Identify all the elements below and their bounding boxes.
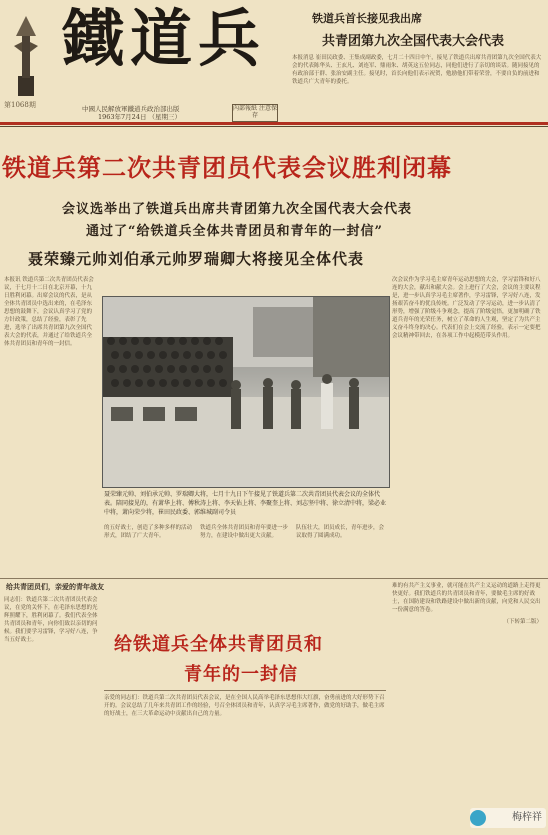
letter-headline-line-1: 给铁道兵全体共青团员和 (114, 634, 323, 655)
newspaper-title: 鐵道兵 (62, 2, 267, 75)
photo-caption: 聂荣臻元帅、刘伯承元帅、罗瑞卿大将，七月十九日下午接见了铁道兵第二次共青团员代表会议的全体代表。陪同接见的，有萧华上将、傅秋涛上将、李天佑上将、李聚奎上将、刘志坚中将、徐立清中将，梁必业中将，萧向荣少将，崔田民政委、郭维城副司令员 (104, 491, 387, 516)
group-photo (102, 296, 390, 488)
masthead-red-rule (0, 122, 548, 125)
left-article-column: 本报讯 铁道兵第二次共青团员代表会议，于七月十二日在北京开幕，十九日胜利闭幕。出席会议的代表，是从全体共青团员中选出来的，在毛泽东思想的鼓舞下，会议认真学习了党的方针政策，总结了经验，表彰了先进，选举了出席共青团第九次全国代表大会的代表，并通过了给铁道兵全体共青团员和青年的一封信。 (4, 277, 94, 347)
subheadline-3: 聂荣臻元帅刘伯承元帅罗瑞卿大将接见全体代表 (28, 250, 365, 268)
mid-article-column-1: 的五好战士，创造了多种多样的活动形式，团结了广大青年。 (104, 525, 193, 539)
publication-date: 1963年7月24日 （星期三） (98, 113, 182, 121)
letter-rule (104, 690, 386, 691)
letter-headline-line-2: 青年的一封信 (184, 664, 298, 685)
masthead (0, 0, 548, 121)
continued-note: （下转第二版） (503, 619, 542, 625)
bottom-right-article (392, 582, 542, 832)
watermark-label: 梅梓祥 (470, 808, 546, 828)
top-right-article-body: 本报消息 崔田民政委、王集成副政委，七月二十四日中午，接见了铁道兵出席共青团第九次全国代表大会的代表陈华头、王玄凡、刘连军、鼎雨朱、胡英这五位同志，同他们进行了亲切的谈话。随同接见的有政治部于群、张治安副主任。接见时，首长向他们表示祝贺，勉励他们带着荣誉，不要自负的前进和铁道兵广大青年的委托。 (292, 55, 542, 85)
issue-number: 第1068期 (4, 101, 36, 109)
subheadline-1: 会议选举出了铁道兵出席共青团第九次全国代表大会代表 (62, 202, 413, 217)
masthead-dark-rule (0, 126, 548, 127)
photo-illustration (103, 297, 389, 487)
watermark-icon (470, 810, 486, 826)
bottom-left-heading: 给共青团员们，亲爱的青年战友 (6, 582, 104, 591)
statue-icon (8, 6, 44, 98)
bottom-right-text: 难的有共产主义事业，就可能在共产主义运动的道路上走得更快更好。我们铁道兵的共青团员和青年，要做毛主席的好战士，在国防建设和铁路建设中做出新的贡献，向党和人民交出一份满意的答卷。 (392, 583, 541, 613)
bottom-left-article: 同志们：铁道兵第二次共青团员代表会议，在党的关怀下，在毛泽东思想的光辉照耀下，胜利闭幕了。我们代表全体共青团员和青年，向你们致以亲切的问候。我们要学习雷锋，学习好八连，争当五好战士。 (4, 597, 98, 643)
mid-article-column-2: 铁道兵全体共青团员和青年要进一步努力，在建设中做出更大贡献。 (200, 525, 289, 539)
section-divider (0, 578, 548, 579)
letter-body: 亲爱的同志们：铁道兵第二次共青团员代表会议，是在全国人民高举毛泽东思想伟大红旗，奋勇前进的大好形势下召开的。会议总结了几年来共青团工作的经验，号召全体团员和青年，认真学习毛主席著作，做党的好助手，做毛主席的好战士，在三大革命运动中贡献出自己的力量。 (104, 695, 385, 717)
internal-notice-box: 內部報紙 注意保存 (232, 104, 278, 122)
top-right-headline-1: 铁道兵首长接见我出席 (312, 12, 422, 25)
publisher-line: 中國人民解放軍鐵道兵政治部出版 (82, 105, 180, 113)
top-right-headline-2: 共青团第九次全国代表大会代表 (322, 34, 505, 49)
mid-article-column-3: 队伍壮大，团员成长，青年进步，会议取得了圆满成功。 (296, 525, 385, 539)
main-headline: 铁道兵第二次共青团员代表会议胜利闭幕 (2, 153, 452, 182)
subheadline-2: 通过了“给铁道兵全体共青团员和青年的一封信” (86, 224, 383, 239)
right-article-column: 次会议作为学习毛主席青年运动思想的大会，学习雷锋和好八连的大会，献出和献大会。会上进行了大会，会议的主要议程是，进一步认真学习毛主席著作，学习雷锋，学习好八连，发扬艰苦奋斗的优良传统。广泛发动了学习运动，进一步认清了形势，增强了阶级斗争观念，提高了阶级觉悟，更加明确了铁道兵青年的光荣任务，树立了革命的人生观，坚定了为共产主义奋斗终身的决心。代表们在会上交流了经验，表示一定要把会议精神带回去，在各项工作中起模范带头作用。 (392, 277, 541, 339)
